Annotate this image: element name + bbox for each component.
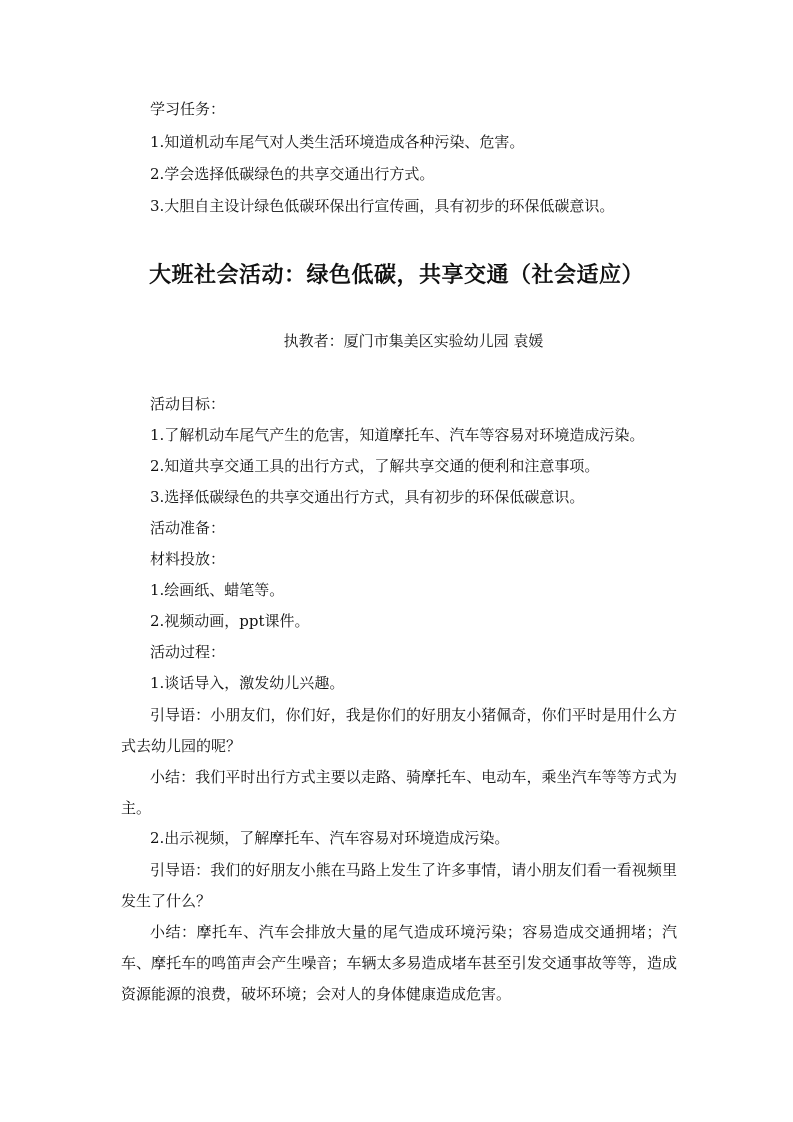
goal-item: 3.选择低碳绿色的共享交通出行方式，具有初步的环保低碳意识。 xyxy=(150,488,585,506)
guide-paragraph: 引导语：小朋友们，你们好，我是你们的好朋友小猪佩奇，你们平时是用什么方式去幼儿园的呢？ xyxy=(121,706,677,755)
summary-paragraph: 小结：我们平时出行方式主要以走路、骑摩托车、电动车，乘坐汽车等等方式为主。 xyxy=(121,768,677,817)
guide-paragraph: 引导语：我们的好朋友小熊在马路上发生了许多事情，请小朋友们看一看视频里发生了什么？ xyxy=(121,861,677,910)
learning-task-item: 2.学会选择低碳绿色的共享交通出行方式。 xyxy=(150,165,435,183)
process-step: 1.谈话导入，激发幼儿兴趣。 xyxy=(150,674,345,692)
preparation-heading: 活动准备： xyxy=(150,519,226,537)
goal-item: 1.了解机动车尾气产生的危害，知道摩托车、汽车等容易对环境造成污染。 xyxy=(150,426,645,444)
page-title: 大班社会活动：绿色低碳，共享交通（社会适应） xyxy=(148,262,644,288)
process-step: 2.出示视频，了解摩托车、汽车容易对环境造成污染。 xyxy=(150,829,510,847)
author-line: 执教者：厦门市集美区实验幼儿园 袁媛 xyxy=(283,332,544,350)
process-heading: 活动过程： xyxy=(150,643,226,661)
material-item: 2.视频动画，ppt课件。 xyxy=(150,612,310,630)
learning-task-item: 3.大胆自主设计绿色低碳环保出行宣传画，具有初步的环保低碳意识。 xyxy=(150,197,615,215)
goals-heading: 活动目标： xyxy=(150,395,226,413)
summary-paragraph: 小结：摩托车、汽车会排放大量的尾气造成环境污染；容易造成交通拥堵；汽车、摩托车的鸣笛声会产生噪音；车辆太多易造成堵车甚至引发交通事故等等，造成资源能源的浪费，破坏环境；会对人的身体健康造成危害。 xyxy=(121,923,677,1003)
learning-task-item: 1.知道机动车尾气对人类生活环境造成各种污染、危害。 xyxy=(150,133,525,151)
learning-tasks-heading: 学习任务： xyxy=(150,100,226,118)
goal-item: 2.知道共享交通工具的出行方式，了解共享交通的便利和注意事项。 xyxy=(150,457,600,475)
materials-heading: 材料投放： xyxy=(150,550,226,568)
material-item: 1.绘画纸、蜡笔等。 xyxy=(150,581,285,599)
